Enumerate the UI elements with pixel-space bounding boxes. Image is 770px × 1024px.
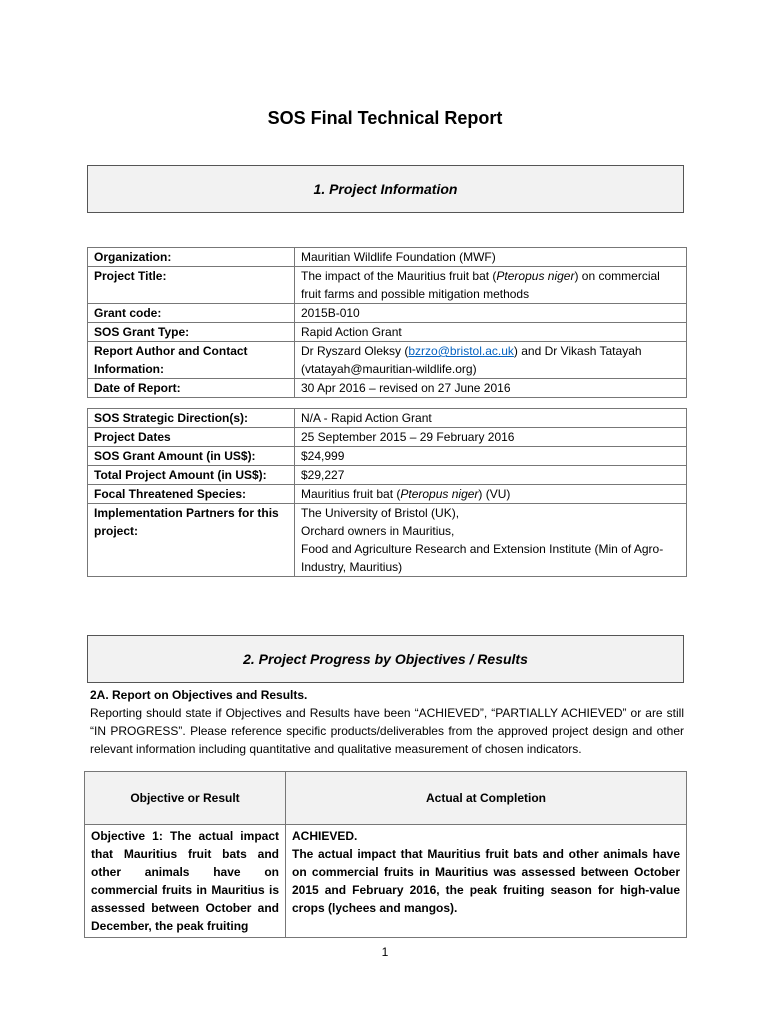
table-row	[88, 504, 687, 577]
page-number: 1	[381, 945, 389, 959]
project-title-value: The impact of the Mauritius fruit bat (Pteropus niger) on commercial fruit farms and possible mitigation methods	[295, 267, 687, 304]
objectives-table	[84, 771, 687, 938]
organization-label: Organization:	[88, 248, 295, 267]
strategic-direction-value: N/A - Rapid Action Grant	[295, 409, 687, 428]
project-dates-label: Project Dates	[88, 428, 295, 447]
project-info-table	[87, 247, 687, 398]
project-dates-value: 25 September 2015 – 29 February 2016	[295, 428, 687, 447]
author-label: Report Author and Contact Information:	[88, 342, 295, 379]
project-details-table	[87, 408, 687, 577]
grant-code-label: Grant code:	[88, 304, 295, 323]
table-row	[88, 267, 687, 304]
actual-column-header: Actual at Completion	[286, 772, 687, 825]
total-amount-label: Total Project Amount (in US$):	[88, 466, 295, 485]
table-row	[88, 466, 687, 485]
section-2a-heading: 2A. Report on Objectives and Results.	[90, 688, 308, 702]
section-2a-paragraph: Reporting should state if Objectives and Results have been “ACHIEVED”, “PARTIALLY ACHIEVED” or are still “IN PROGRESS”. Please reference specific products/deliverables from the approved project design and other relevant information including quantitative and qualitative measurement of chosen indicators.	[90, 706, 684, 756]
section-1-heading: 1. Project Information	[313, 181, 458, 197]
grant-type-label: SOS Grant Type:	[88, 323, 295, 342]
report-date-value: 30 Apr 2016 – revised on 27 June 2016	[295, 379, 687, 398]
grant-amount-value: $24,999	[295, 447, 687, 466]
organization-value: Mauritian Wildlife Foundation (MWF)	[295, 248, 687, 267]
section-2-heading: 2. Project Progress by Objectives / Results	[243, 651, 528, 667]
author-email-link[interactable]: bzrzo@bristol.ac.uk	[408, 344, 514, 358]
grant-amount-label: SOS Grant Amount (in US$):	[88, 447, 295, 466]
partner-line: Orchard owners in Mauritius,	[301, 524, 455, 538]
table-row	[88, 485, 687, 504]
table-row	[88, 304, 687, 323]
author-value: Dr Ryszard Oleksy (bzrzo@bristol.ac.uk) and Dr Vikash Tatayah (vtatayah@mauritian-wildlife.org)	[295, 342, 687, 379]
partners-value	[295, 504, 687, 577]
table-row	[85, 825, 687, 938]
section-2a-text	[90, 686, 684, 758]
table-row	[88, 428, 687, 447]
objective-1-text: Objective 1: The actual impact that Mauritius fruit bats and other animals have on commercial fruits in Mauritius is assessed between October and December, the peak fruiting	[85, 825, 286, 938]
focal-species-label: Focal Threatened Species:	[88, 485, 295, 504]
objective-1-description: The actual impact that Mauritius fruit bats and other animals have on commercial fruits in Mauritius was assessed between October 2015 and February 2016, the peak fruiting season for high-value crops (lychees and mangos).	[292, 847, 680, 915]
table-header-row	[85, 772, 687, 825]
table-row	[88, 379, 687, 398]
focal-species-value: Mauritius fruit bat (Pteropus niger) (VU)	[295, 485, 687, 504]
strategic-direction-label: SOS Strategic Direction(s):	[88, 409, 295, 428]
table-row	[88, 323, 687, 342]
grant-type-value: Rapid Action Grant	[295, 323, 687, 342]
table-row	[88, 447, 687, 466]
section-1-header	[87, 165, 684, 213]
section-2-header	[87, 635, 684, 683]
partner-line: The University of Bristol (UK),	[301, 506, 460, 520]
partner-line: Food and Agriculture Research and Extension Institute (Min of Agro-Industry, Mauritius)	[301, 542, 664, 574]
project-title-label: Project Title:	[88, 267, 295, 304]
table-row	[88, 409, 687, 428]
table-row	[88, 248, 687, 267]
objective-column-header: Objective or Result	[85, 772, 286, 825]
partners-label: Implementation Partners for this project:	[88, 504, 295, 577]
objective-1-status: ACHIEVED.	[292, 829, 358, 843]
total-amount-value: $29,227	[295, 466, 687, 485]
table-row	[88, 342, 687, 379]
objective-1-result	[286, 825, 687, 938]
report-title: SOS Final Technical Report	[267, 108, 503, 128]
grant-code-value: 2015B-010	[295, 304, 687, 323]
report-date-label: Date of Report:	[88, 379, 295, 398]
